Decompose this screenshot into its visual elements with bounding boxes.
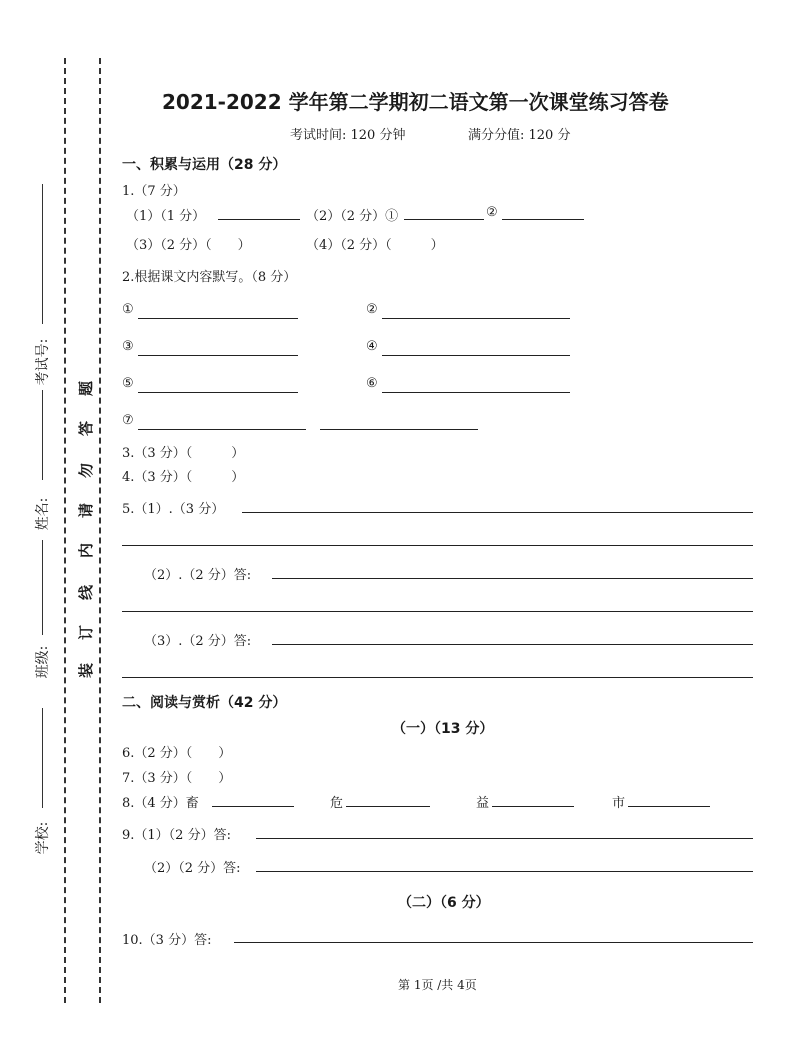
full-score: 满分分值: 120 分 <box>468 128 571 143</box>
q9-2-label: （2）（2 分）答: <box>144 861 241 876</box>
seal-char: 订 <box>77 624 96 641</box>
seal-char: 装 <box>77 662 96 679</box>
q8-word-1-line[interactable] <box>212 806 294 807</box>
q2-blank-5-line[interactable] <box>138 392 298 393</box>
q2-blank-3-label: ③ <box>122 339 134 354</box>
q7-label: 7.（3 分）（ ） <box>122 771 232 786</box>
q8-word-3-line[interactable] <box>492 806 574 807</box>
q2-blank-2-line[interactable] <box>382 318 570 319</box>
q5-3-answer-line-2[interactable] <box>122 677 753 678</box>
school-line <box>42 708 43 808</box>
q5-2-label: （2）.（2 分）答: <box>144 568 252 583</box>
q2-blank-6-line[interactable] <box>382 392 570 393</box>
q6-label: 6.（2 分）（ ） <box>122 746 232 761</box>
q8-label: 8.（4 分）畜 <box>122 796 199 811</box>
q8-word-3-label: 益 <box>476 796 490 811</box>
q8-word-2-label: 危 <box>330 796 344 811</box>
exam-no-line <box>42 184 43 324</box>
seal-char: 请 <box>77 502 96 519</box>
q1-2b-answer-line[interactable] <box>502 219 584 220</box>
q5-3-answer-line[interactable] <box>272 644 753 645</box>
q5-1-answer-line-2[interactable] <box>122 545 753 546</box>
q5-2-answer-line[interactable] <box>272 578 753 579</box>
class-line <box>42 540 43 635</box>
q3-label: 3.（3 分）（ ） <box>122 446 245 461</box>
q8-word-2-line[interactable] <box>346 806 430 807</box>
exam-no-label: 考试号: <box>35 338 51 386</box>
q2-blank-6-label: ⑥ <box>366 376 378 391</box>
q9-1-answer-line[interactable] <box>256 838 753 839</box>
q2-blank-7-label: ⑦ <box>122 413 134 428</box>
q1-3-label: （3）（2 分）（ ） <box>126 238 251 253</box>
q5-2-answer-line-2[interactable] <box>122 611 753 612</box>
section-1-heading: 一、积累与运用（28 分） <box>122 157 287 173</box>
q2-blank-7a-line[interactable] <box>138 429 306 430</box>
q5-1-answer-line[interactable] <box>242 512 753 513</box>
q1-2b-label: ② <box>486 205 498 220</box>
q1-label: 1.（7 分） <box>122 184 186 199</box>
q2-blank-4-line[interactable] <box>382 355 570 356</box>
q1-2a-answer-line[interactable] <box>404 219 484 220</box>
q1-1-answer-line[interactable] <box>218 219 300 220</box>
part-1-heading: （一）（13 分） <box>392 721 494 737</box>
q1-4-label: （4）（2 分）（ ） <box>306 238 444 253</box>
q2-blank-1-line[interactable] <box>138 318 298 319</box>
q2-blank-7b-line[interactable] <box>320 429 478 430</box>
q8-word-4-line[interactable] <box>628 806 710 807</box>
q2-blank-1-label: ① <box>122 302 134 317</box>
name-line <box>42 390 43 480</box>
part-2-heading: （二）（6 分） <box>398 895 490 911</box>
seal-char: 勿 <box>77 462 96 479</box>
q5-1-label: 5.（1）.（3 分） <box>122 502 225 517</box>
binding-dashed-line-outer <box>64 58 66 1003</box>
seal-char: 线 <box>77 584 96 601</box>
q2-blank-2-label: ② <box>366 302 378 317</box>
q9-2-answer-line[interactable] <box>256 871 753 872</box>
q10-label: 10.（3 分）答: <box>122 933 212 948</box>
q2-label: 2.根据课文内容默写。（8 分） <box>122 270 297 285</box>
q2-blank-5-label: ⑤ <box>122 376 134 391</box>
page-number: 第 1页 /共 4页 <box>398 978 477 992</box>
section-2-heading: 二、阅读与赏析（42 分） <box>122 695 287 711</box>
binding-dashed-line-inner <box>99 58 101 1003</box>
q2-blank-4-label: ④ <box>366 339 378 354</box>
page-title: 2021-2022 学年第二学期初二语文第一次课堂练习答卷 <box>162 90 669 114</box>
q9-1-label: 9.（1）（2 分）答: <box>122 828 231 843</box>
school-label: 学校: <box>35 821 51 855</box>
name-label: 姓名: <box>35 497 51 531</box>
seal-char: 内 <box>77 542 96 559</box>
exam-time: 考试时间: 120 分钟 <box>290 128 406 143</box>
class-label: 班级: <box>35 645 51 679</box>
q10-answer-line[interactable] <box>234 942 753 943</box>
q8-word-4-label: 市 <box>612 796 626 811</box>
q5-3-label: （3）.（2 分）答: <box>144 634 252 649</box>
seal-char: 题 <box>77 380 96 397</box>
q4-label: 4.（3 分）（ ） <box>122 470 245 485</box>
q1-1-label: （1）（1 分） <box>126 209 206 224</box>
seal-char: 答 <box>77 420 96 437</box>
q2-blank-3-line[interactable] <box>138 355 298 356</box>
q1-2-label: （2）（2 分）① <box>306 209 399 224</box>
